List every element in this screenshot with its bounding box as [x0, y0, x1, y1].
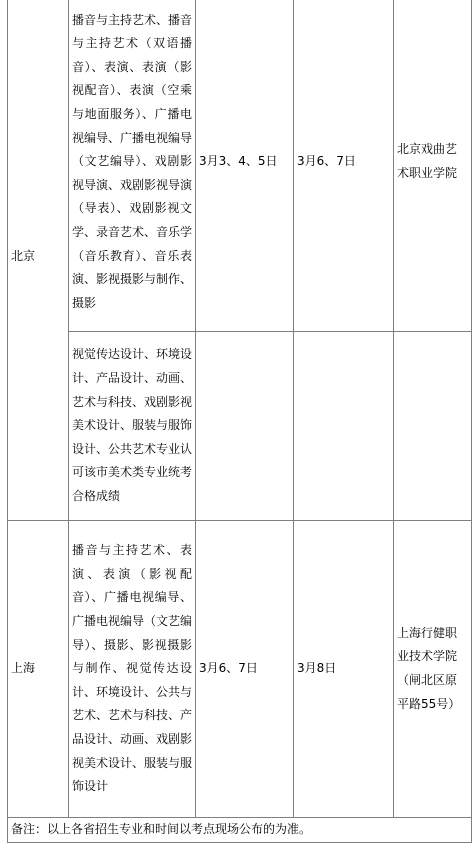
exam-site-cell: 上海行健职业技术学院（闸北区原平路55号）: [394, 521, 472, 818]
exam-date-cell: [294, 332, 394, 521]
note-row: [8, 818, 472, 843]
province-cell: 北京: [8, 0, 69, 521]
exam-date-cell: 3月6、7日: [294, 0, 394, 332]
exam-schedule-table: [7, 0, 472, 843]
exam-site-cell: 北京戏曲艺术职业学院: [394, 0, 472, 332]
majors-cell: 视觉传达设计、环境设计、产品设计、动画、艺术与科技、戏剧影视美术设计、服装与服饰设计、公共艺术专业认可该市美术类专业统考合格成绩: [69, 332, 196, 521]
exam-date-cell: [196, 332, 294, 521]
table-row: [8, 332, 472, 521]
exam-site-cell: [394, 332, 472, 521]
majors-cell: 播音与主持艺术、表演、表演（影视配音）、广播电视编导、广播电视编导（文艺编导）、摄影、影视摄影与制作、视觉传达设计、环境设计、公共与艺术、艺术与科技、产品设计、动画、戏剧影视美术设计、服装与服饰设计: [69, 521, 196, 818]
note-text: 备注：以上各省招生专业和时间以考点现场公布的为准。: [8, 818, 472, 843]
exam-date-cell: 3月3、4、5日: [196, 0, 294, 332]
exam-date-cell: 3月6、7日: [196, 521, 294, 818]
table-row: [8, 521, 472, 818]
majors-cell: 播音与主持艺术、播音与主持艺术（双语播音）、表演、表演（影视配音）、表演（空乘与地面服务）、广播电视编导、广播电视编导（文艺编导）、戏剧影视导演、戏剧影视导演（导表）、戏剧影视文学、录音艺术、音乐学（音乐教育）、音乐表演、影视摄影与制作、摄影: [69, 0, 196, 332]
exam-date-cell: 3月8日: [294, 521, 394, 818]
province-cell: 上海: [8, 521, 69, 818]
table-row: [8, 0, 472, 332]
